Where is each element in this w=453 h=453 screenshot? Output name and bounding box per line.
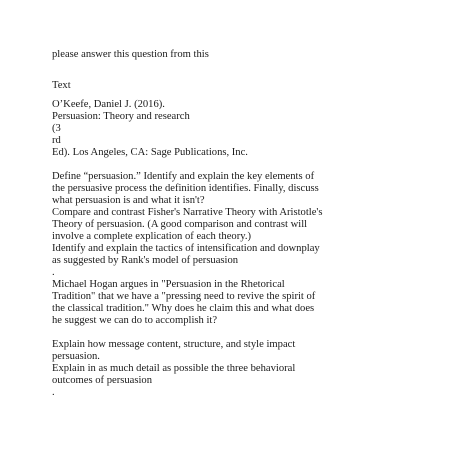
- question-line: persuasion.: [52, 351, 100, 362]
- question-line: the classical tradition." Why does he claim this and what does: [52, 303, 315, 314]
- citation-line: O’Keefe, Daniel J. (2016).: [52, 99, 165, 110]
- citation-line: Persuasion: Theory and research: [52, 111, 190, 122]
- question-line: the persuasive process the definition identifies. Finally, discuss: [52, 183, 319, 194]
- question-line: Compare and contrast Fisher's Narrative Theory with Aristotle's: [52, 207, 323, 218]
- question-line: what persuasion is and what it isn't?: [52, 195, 205, 206]
- question-line: Theory of persuasion. (A good comparison and contrast will: [52, 219, 308, 230]
- question-line: involve a complete explication of each theory.): [52, 231, 252, 242]
- citation-line: rd: [52, 135, 61, 146]
- question-line: as suggested by Rank's model of persuasion: [52, 255, 239, 266]
- question-line: Michael Hogan argues in "Persuasion in the Rhetorical: [52, 279, 285, 290]
- text-heading: Text: [52, 80, 71, 91]
- question-line: Identify and explain the tactics of intensification and downplay: [52, 243, 320, 254]
- question-line: .: [52, 387, 55, 398]
- question-line: Define “persuasion.” Identify and explain the key elements of: [52, 171, 315, 182]
- citation-line: Ed). Los Angeles, CA: Sage Publications, Inc.: [52, 147, 248, 158]
- question-line: Tradition" that we have a "pressing need to revive the spirit of: [52, 291, 316, 302]
- citation-line: (3: [52, 123, 61, 134]
- question-line: Explain how message content, structure, and style impact: [52, 339, 296, 350]
- question-line: he suggest we can do to accomplish it?: [52, 315, 218, 326]
- question-line: .: [52, 267, 55, 278]
- question-line: Explain in as much detail as possible the three behavioral: [52, 363, 296, 374]
- question-line: outcomes of persuasion: [52, 375, 153, 386]
- intro-line: please answer this question from this: [52, 49, 209, 60]
